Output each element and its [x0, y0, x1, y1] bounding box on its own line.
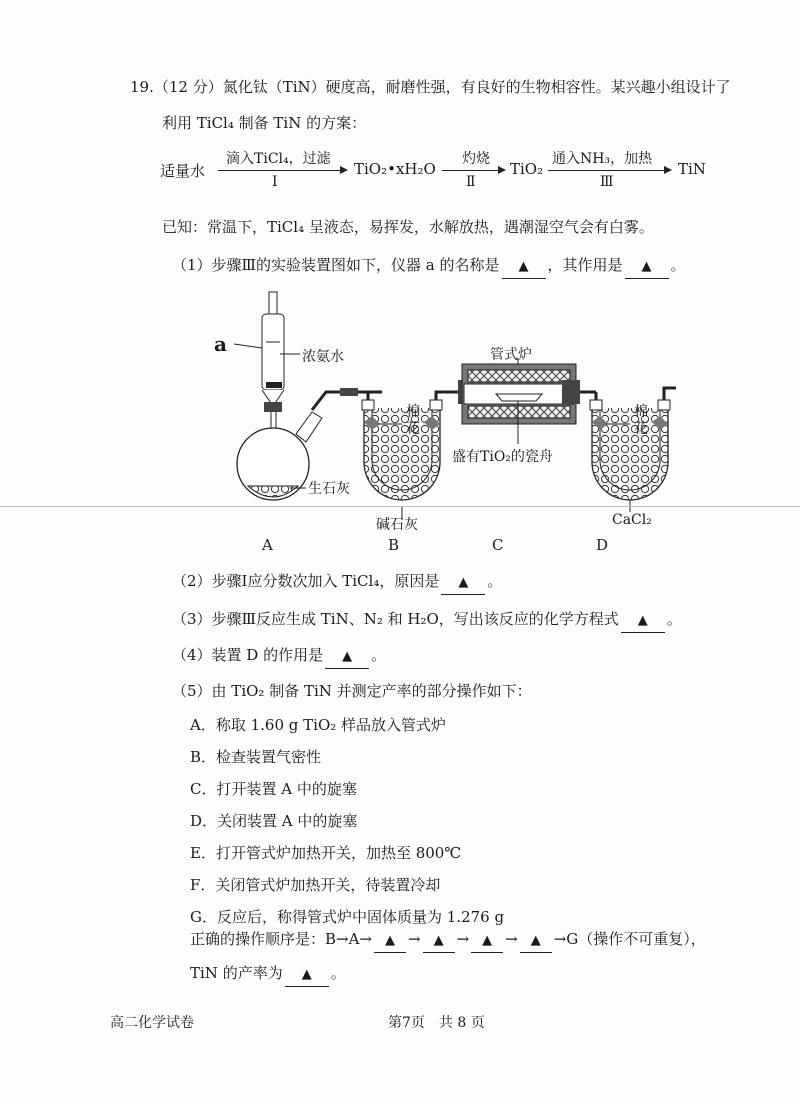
page-fold-line [0, 506, 800, 507]
label-soda-lime: 碱石灰 [376, 517, 418, 533]
label-furnace: 管式炉 [490, 347, 532, 363]
q5-order-blank-3 [471, 928, 503, 953]
step3-arrow-head [664, 166, 672, 174]
label-cotton-b: 棉花 [406, 404, 420, 437]
q3 [172, 608, 682, 633]
q5-order-blank-2 [423, 928, 455, 953]
scheme-start: 适量水 [160, 162, 206, 180]
q5-order-blank-1 [374, 928, 406, 953]
q5-yield-end: 。 [330, 964, 346, 982]
reaction-scheme [160, 148, 720, 198]
blank-mark: ▲ [482, 933, 493, 948]
flask-stopper [264, 402, 282, 412]
q5-order-arrow-3: → [505, 930, 518, 948]
step1-arrow [218, 170, 342, 171]
q5-order-end: →G（操作不可重复）， [553, 930, 706, 948]
q5-order-arrow-2: → [456, 930, 470, 948]
flask-side-neck [296, 412, 322, 442]
question-intro-line-1 [130, 76, 731, 98]
u-tube-b-stopper-right [430, 400, 442, 410]
question-intro: 氮化钛（TiN）硬度高，耐磨性强，有良好的生物相容性。某兴趣小组设计了 [222, 78, 731, 96]
question-intro-line-2: 利用 TiCl₄ 制备 TiN 的方案： [162, 114, 367, 132]
q5-option-g: G．反应后，称得管式炉中固体质量为 1.276 g [190, 908, 505, 926]
q1-text-c: 。 [670, 256, 686, 274]
connector-ab [340, 388, 358, 396]
q4-text-b: 。 [371, 646, 387, 664]
apparatus-a [237, 292, 350, 500]
step2-arrow [442, 170, 500, 171]
q5-order-arrow-1: → [408, 930, 421, 948]
label-a: a [214, 332, 227, 356]
funnel-stopcock [266, 382, 282, 388]
q2-text-b: 。 [487, 572, 503, 590]
q5-order-line [190, 928, 706, 953]
q1-blank-1 [502, 254, 546, 279]
q5-option-e: E．打开管式炉加热开关，加热至 800℃ [190, 844, 462, 862]
q2 [172, 570, 502, 595]
footer-page-number: 第7页 共 8 页 [388, 1015, 485, 1031]
q5-option-b: B．检查装置气密性 [190, 748, 322, 766]
apparatus-label-c: C [492, 536, 504, 554]
step2-arrow-head [498, 166, 506, 174]
label-lime: 生石灰 [308, 481, 350, 497]
q2-text-a: （2）步骤Ⅰ应分数次加入 TiCl₄，原因是 [172, 572, 440, 590]
leader-a [234, 344, 262, 348]
q3-text-a: （3）步骤Ⅲ反应生成 TiN、N₂ 和 H₂O，写出该反应的化学方程式 [172, 610, 619, 628]
tube-b-in [368, 392, 382, 400]
q4-text-a: （4）装置 D 的作用是 [172, 646, 324, 664]
porcelain-boat [496, 394, 542, 401]
u-tube-d-stopper-right [658, 400, 670, 410]
q1 [172, 254, 686, 279]
blank-mark: ▲ [637, 613, 648, 628]
furnace-coil-top [468, 370, 570, 382]
apparatus-label-d: D [596, 536, 609, 554]
apparatus-b [340, 388, 468, 500]
q5-order-blank-4 [520, 928, 552, 953]
q2-blank [441, 570, 485, 595]
step3-arrow [548, 170, 666, 171]
step1-numeral: Ⅰ [272, 174, 278, 190]
apparatus-c [458, 364, 596, 424]
blank-mark: ▲ [518, 259, 529, 274]
apparatus-d [590, 388, 676, 500]
step1-condition: 滴入TiCl₄，过滤 [226, 151, 331, 167]
q4-blank [325, 644, 369, 669]
label-ammonia: 浓氨水 [302, 349, 344, 365]
label-boat: 盛有TiO₂的瓷舟 [452, 449, 553, 465]
u-tube-b-stopper-left [362, 400, 374, 410]
u-tube-d-stopper-left [590, 400, 602, 410]
step2-condition: 灼烧 [462, 151, 490, 167]
known-text: 已知：常温下，TiCl₄ 呈液态，易挥发，水解放热，遇潮湿空气会有白雾。 [162, 218, 654, 236]
scheme-end: TiN [678, 160, 706, 178]
blank-mark: ▲ [342, 649, 353, 664]
blank-mark: ▲ [530, 933, 541, 948]
q5-option-a: A．称取 1.60 g TiO₂ 样品放入管式炉 [190, 716, 447, 734]
q1-text-a: （1）步骤Ⅲ的实验装置图如下，仪器 a 的名称是 [172, 256, 500, 274]
blank-mark: ▲ [385, 933, 395, 948]
apparatus-label-a: A [262, 536, 273, 554]
q5-option-f: F．关闭管式炉加热开关，待装置冷却 [190, 876, 441, 894]
step1-arrow-head [340, 166, 348, 174]
blank-mark: ▲ [433, 933, 444, 948]
step3-condition: 通入NH₃，加热 [552, 151, 653, 167]
step3-numeral: Ⅲ [600, 174, 614, 190]
funnel-body [262, 314, 284, 390]
q5-option-d: D．关闭装置 A 中的旋塞 [190, 812, 358, 830]
q5-yield-line [190, 962, 346, 987]
q5-yield-blank [285, 962, 329, 987]
scheme-mid2: TiO₂ [510, 160, 544, 178]
step2-numeral: Ⅱ [466, 174, 476, 190]
funnel-stopper [269, 292, 277, 316]
question-number: 19. [130, 78, 154, 96]
tube-d-out [664, 388, 676, 400]
q3-text-b: 。 [666, 610, 682, 628]
blank-mark: ▲ [641, 259, 652, 274]
question-points: （12 分） [153, 78, 223, 96]
q5-intro: （5）由 TiO₂ 制备 TiN 并测定产率的部分操作如下： [172, 682, 532, 700]
q5-yield-text: TiN 的产率为 [190, 964, 283, 982]
blank-mark: ▲ [458, 575, 469, 590]
q3-blank [621, 608, 665, 633]
furnace-coil-bottom [468, 406, 570, 418]
q4 [172, 644, 386, 669]
footer-left: 高二化学试卷 [110, 1015, 194, 1031]
apparatus-diagram [200, 284, 680, 554]
apparatus-label-b: B [388, 536, 400, 554]
blank-mark: ▲ [301, 967, 312, 982]
scheme-mid1: TiO₂•xH₂O [354, 160, 436, 178]
q5-option-c: C．打开装置 A 中的旋塞 [190, 780, 357, 798]
connector-cd [562, 380, 580, 404]
label-cotton-d: 棉花 [634, 404, 648, 437]
q5-order-text: 正确的操作顺序是：B→A→ [190, 930, 372, 948]
q1-blank-2 [625, 254, 669, 279]
q1-text-b: ，其作用是 [547, 256, 623, 274]
label-cacl2: CaCl₂ [612, 512, 652, 528]
